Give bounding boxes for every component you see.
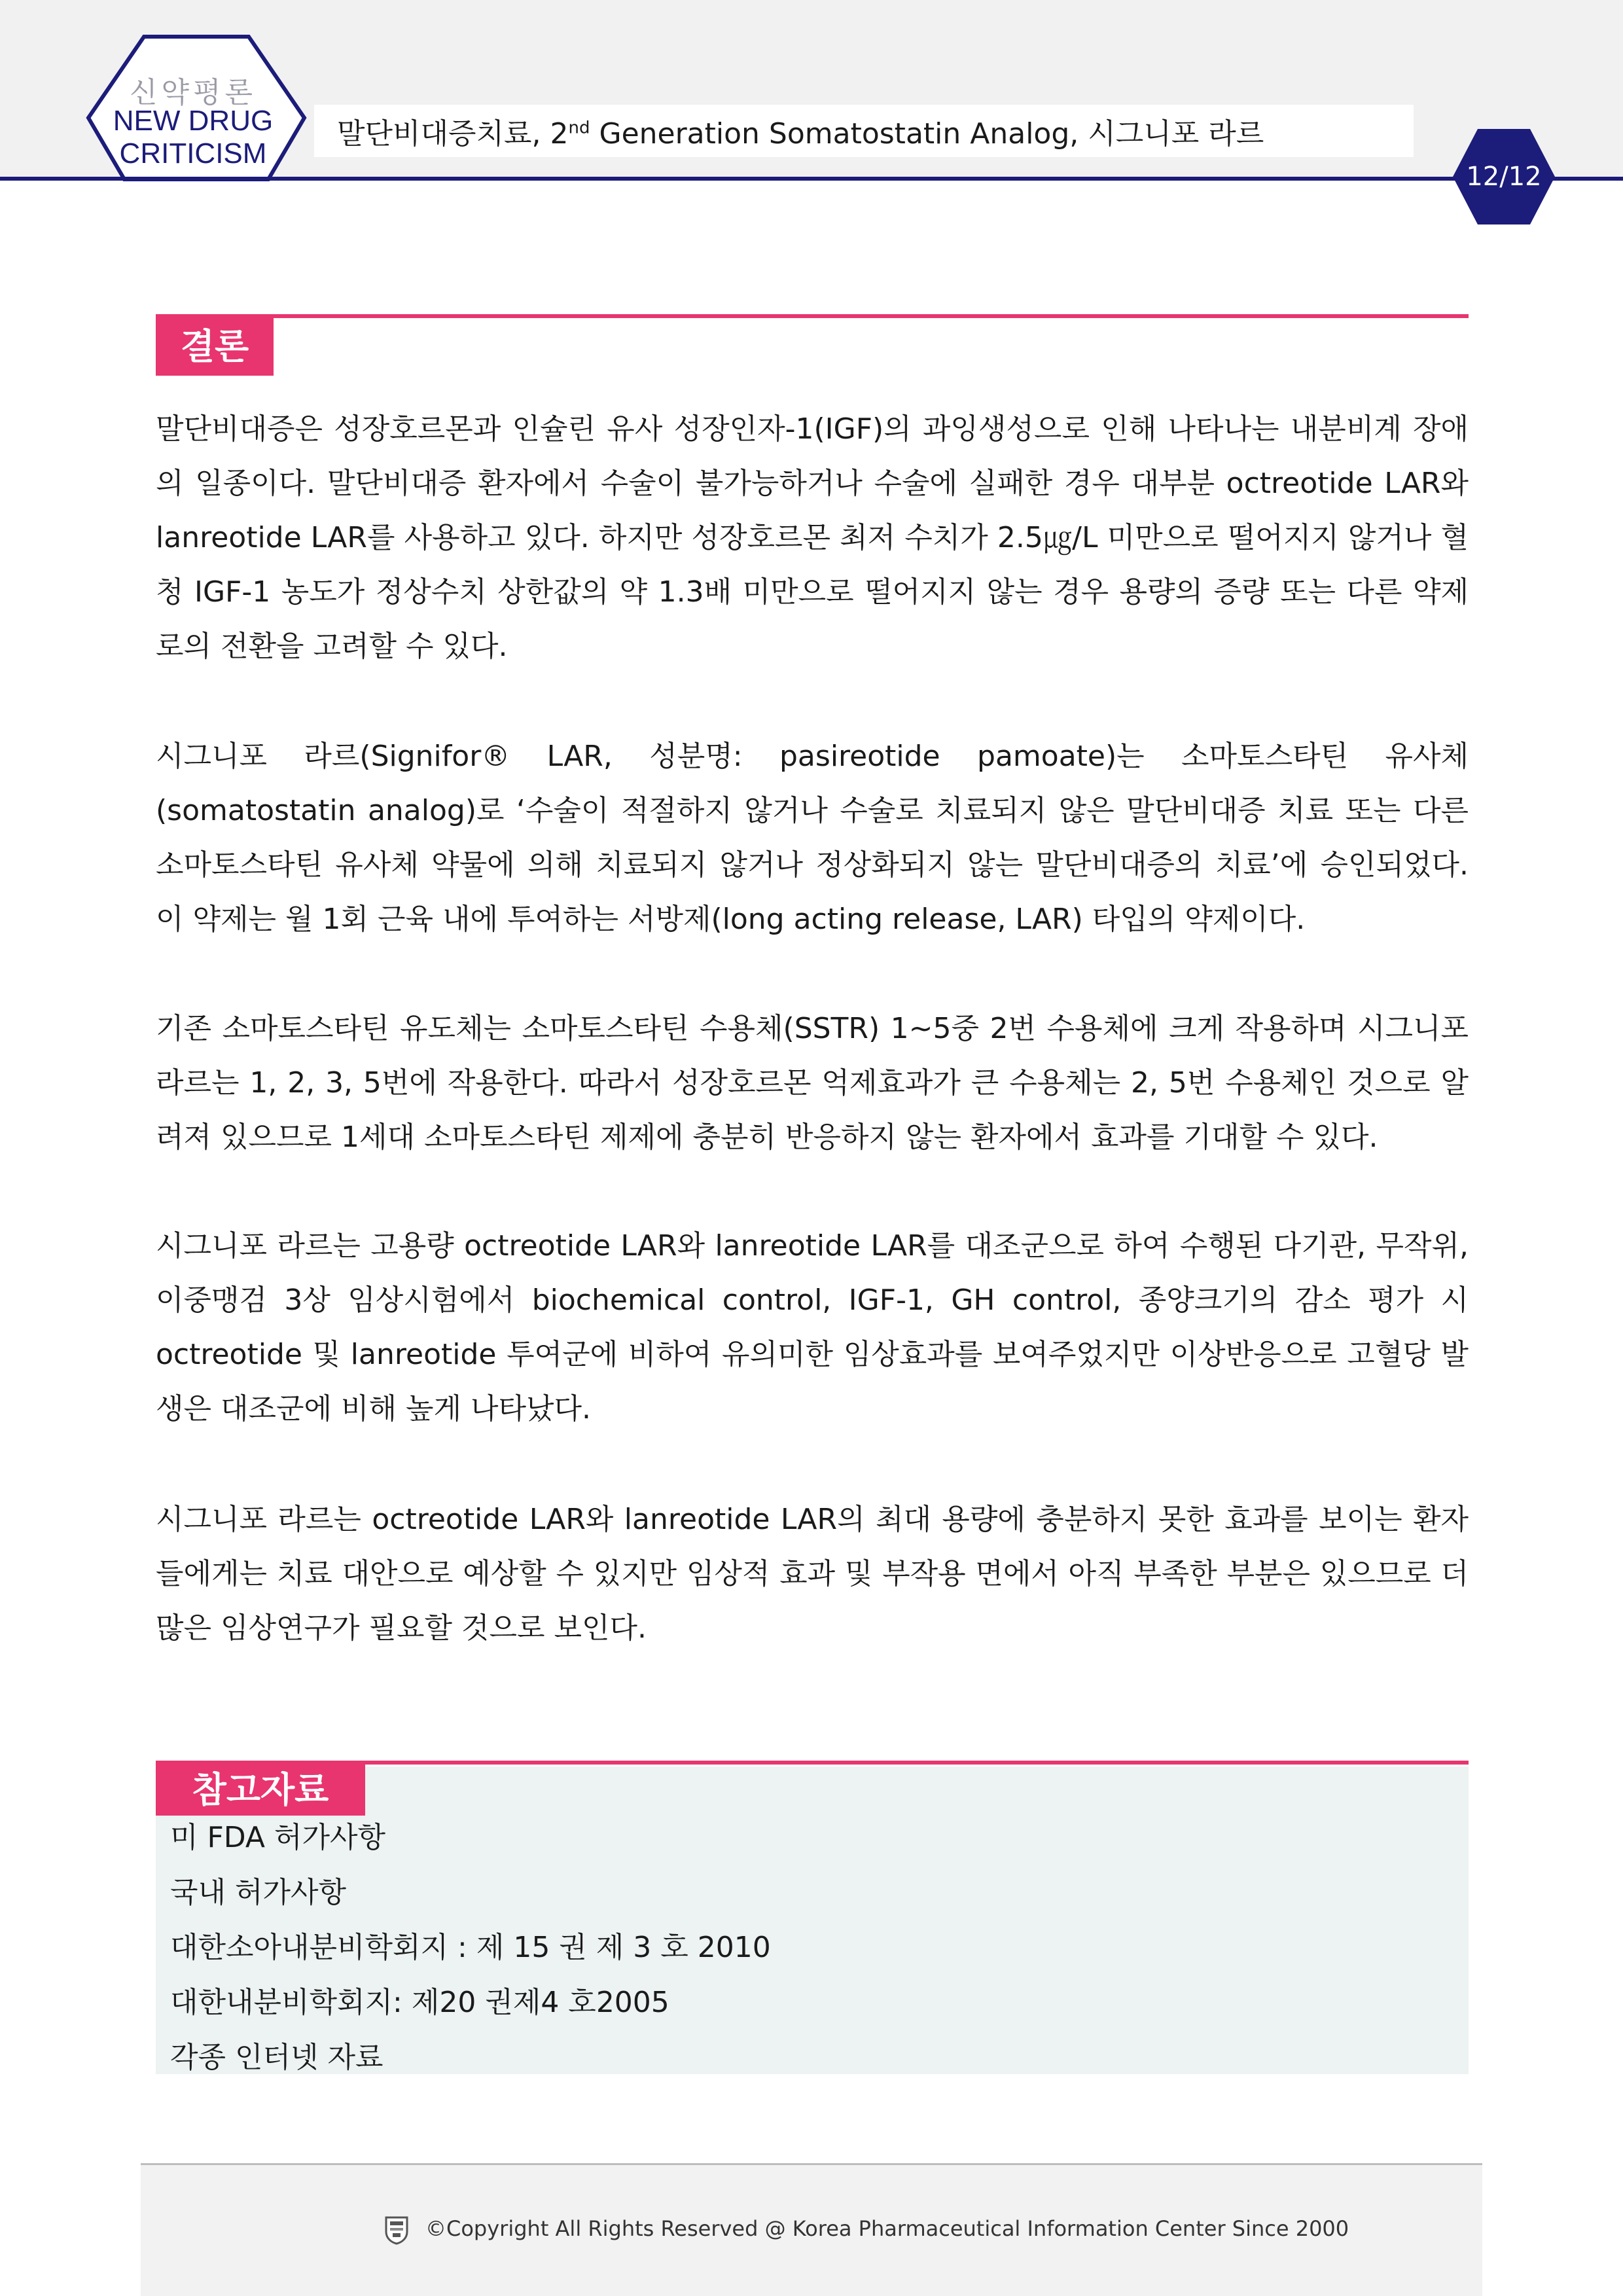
reference-item: 미 FDA 허가사항 [170, 1821, 386, 1854]
document-title-part1: 말단비대증치료, 2 [337, 117, 569, 151]
references-heading: 참고자료 [156, 1765, 365, 1816]
conclusion-heading: 결론 [156, 318, 274, 376]
conclusion-paragraph-5: 시그니포 라르는 octreotide LAR와 lanreotide LAR의 최대 용량에 충분하지 못한 효과를 보이는 환자들에게는 치료 대안으로 예상할 수 있지만 임상적 효과 및 부작용 면에서 아직 부족한 부분은 있으므로 더 많은 임상연구가 필요할 것으로 보인다. [156, 1503, 1469, 1645]
reference-item: 대한내분비학회지: 제20 권제4 호2005 [170, 1986, 669, 2019]
reference-item: 각종 인터넷 자료 [170, 2041, 383, 2074]
logo-korean-text: 신약평론 [129, 77, 257, 109]
conclusion-paragraph-3: 기존 소마토스타틴 유도체는 소마토스타틴 수용체(SSTR) 1~5중 2번 수용체에 크게 작용하며 시그니포 라르는 1, 2, 3, 5번에 작용한다. 따라서 성장호르몬 억제효과가 큰 수용체는 2, 5번 수용체인 것으로 알려져 있으므로 1세대 소마토스타틴 제제에 충분히 반응하지 않는 환자에서 효과를 기대할 수 있다. [156, 1012, 1469, 1154]
logo-english-line2: CRITICISM [119, 137, 267, 170]
header-divider [0, 177, 1623, 181]
logo-english-line1: NEW DRUG [113, 105, 274, 137]
conclusion-rule [156, 314, 1469, 318]
document-title-part2: Generation Somatostatin Analog, 시그니포 라르 [590, 117, 1264, 151]
document-title-superscript: nd [568, 118, 590, 138]
document-title [337, 111, 1264, 157]
crest-icon [383, 2215, 410, 2245]
conclusion-paragraph-4: 시그니포 라르는 고용량 octreotide LAR와 lanreotide LAR를 대조군으로 하여 수행된 다기관, 무작위, 이중맹검 3상 임상시험에서 biochemical control, IGF-1, GH control, 종양크기의 감소 평가 시 octreotide 및 lanreotide 투여군에 비하여 유의미한 임상효과를 보여주었지만 이상반응으로 고혈당 발생은 대조군에 비해 높게 나타났다. [156, 1229, 1469, 1426]
conclusion-paragraph-1: 말단비대증은 성장호르몬과 인슐린 유사 성장인자-1(IGF)의 과잉생성으로 인해 나타나는 내분비계 장애의 일종이다. 말단비대증 환자에서 수술이 불가능하거나 수술에 실패한 경우 대부분 octreotide LAR와 lanreotide LAR를 사용하고 있다. 하지만 성장호르몬 최저 수치가 2.5㎍/L 미만으로 떨어지지 않거나 혈청 IGF-1 농도가 정상수치 상한값의 약 1.3배 미만으로 떨어지지 않는 경우 용량의 증량 또는 다른 약제로의 전환을 고려할 수 있다. [156, 412, 1469, 663]
reference-item: 국내 허가사항 [170, 1876, 347, 1909]
copyright-text: ©Copyright All Rights Reserved @ Korea Pharmaceutical Information Center Since 2000 [425, 2216, 1349, 2241]
reference-item: 대한소아내분비학회지 : 제 15 권 제 3 호 2010 [170, 1931, 771, 1964]
conclusion-paragraph-2: 시그니포 라르(Signifor® LAR, 성분명: pasireotide pamoate)는 소마토스타틴 유사체(somatostatin analog)로 ‘수술이 적절하지 않거나 수술로 치료되지 않은 말단비대증 치료 또는 다른 소마토스타틴 유사체 약물에 의해 치료되지 않거나 정상화되지 않는 말단비대증의 치료’에 승인되었다. 이 약제는 월 1회 근육 내에 투여하는 서방제(long acting release, LAR) 타입의 약제이다. [156, 740, 1469, 936]
page-number: 12/12 [1466, 162, 1542, 192]
